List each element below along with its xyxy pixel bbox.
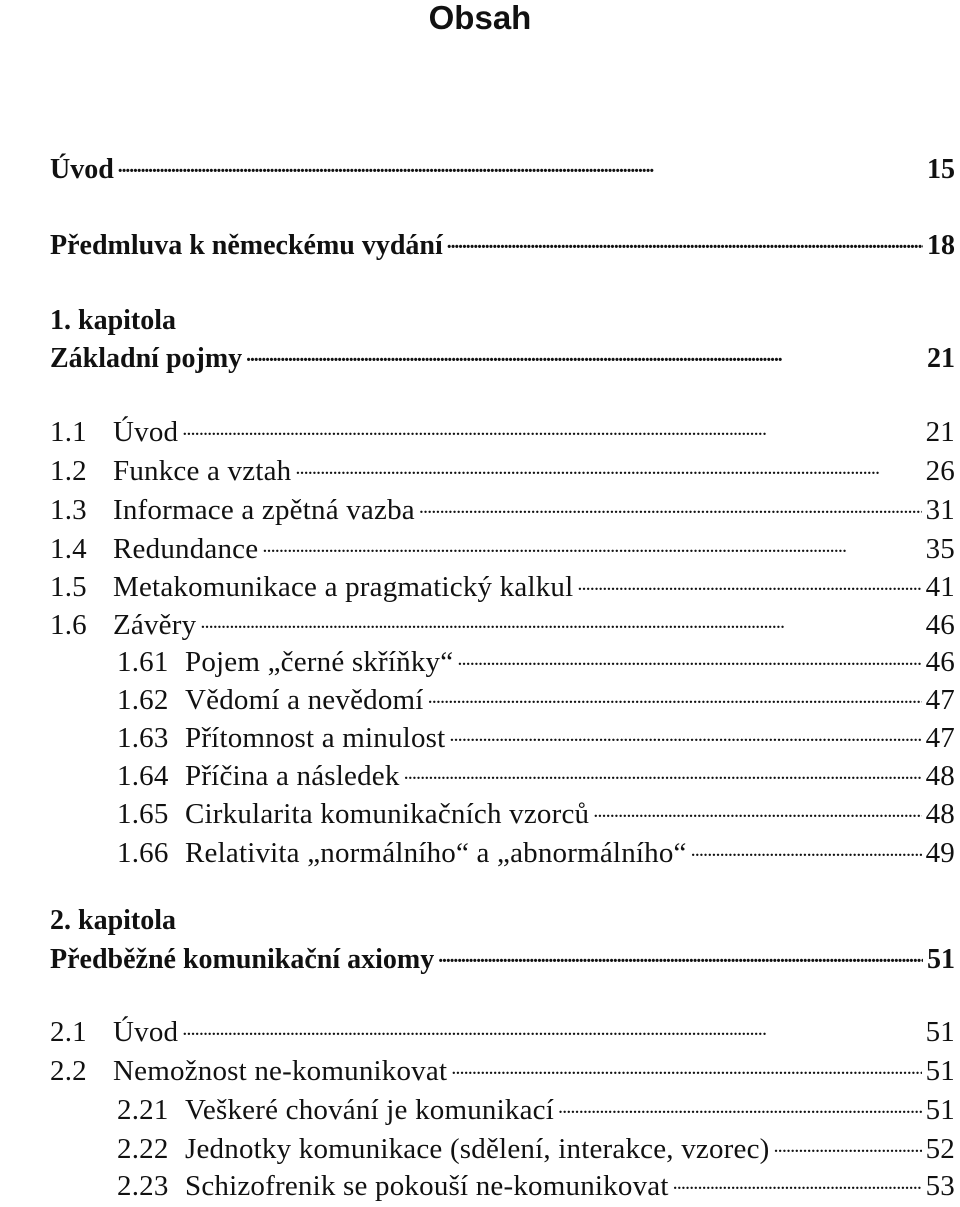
- section-number: 1.5: [50, 571, 87, 603]
- leader-dots: [449, 718, 921, 747]
- toc-entry-page: 21: [927, 343, 955, 374]
- toc-entry-label: Metakomunikace a pragmatický kalkul: [113, 571, 574, 603]
- toc-entry-page: 47: [925, 722, 955, 754]
- section-number: 1.4: [50, 533, 87, 565]
- toc-entry-label: Předmluva k německému vydání: [50, 230, 443, 261]
- toc-entry-label: Předběžné komunikační axiomy: [50, 944, 435, 975]
- toc-entry-label: Schizofrenik se pokouší ne-komunikovat: [185, 1170, 669, 1202]
- toc-entry-label: Úvod: [113, 1016, 179, 1048]
- toc-entry-label: Úvod: [113, 416, 179, 448]
- leader-dots: [447, 226, 923, 254]
- toc-entry-page: 15: [927, 154, 955, 185]
- toc-entry-subsection[interactable]: [117, 680, 955, 718]
- toc-entry-subsection[interactable]: [117, 1090, 955, 1128]
- leader-dots: [558, 1090, 922, 1119]
- toc-entry-label: Jednotky komunikace (sdělení, interakce, vzorec): [185, 1133, 770, 1165]
- leader-dots: [182, 1012, 921, 1041]
- leader-dots: [428, 680, 922, 709]
- section-number: 2.2: [50, 1055, 87, 1087]
- section-number: 1.6: [50, 609, 87, 641]
- toc-entry-label: Úvod: [50, 154, 114, 185]
- toc-entry-page: 51: [925, 1055, 955, 1087]
- toc-entry-label: Závěry: [113, 609, 197, 641]
- toc-entry-page: 48: [925, 760, 955, 792]
- leader-dots: [774, 1129, 922, 1158]
- toc-entry-section[interactable]: [50, 567, 955, 605]
- toc-entry-page: 41: [925, 571, 955, 603]
- section-number: 1.61: [117, 646, 169, 678]
- toc-entry-page: 18: [927, 230, 955, 261]
- toc-entry-page: 51: [927, 944, 955, 975]
- toc-entry-page: 51: [925, 1016, 955, 1048]
- toc-entry-chapter-2[interactable]: [50, 940, 955, 978]
- page-title: Obsah: [428, 0, 532, 36]
- toc-entry-predmluva[interactable]: [50, 226, 955, 264]
- toc-entry-page: 48: [925, 798, 955, 830]
- toc-entry-page: 46: [925, 609, 955, 641]
- toc-entry-page: 51: [925, 1094, 955, 1126]
- toc-entry-chapter-1[interactable]: [50, 339, 955, 377]
- toc-entry-page: 47: [925, 684, 955, 716]
- section-number: 1.63: [117, 722, 169, 754]
- toc-entry-page: 21: [925, 416, 955, 448]
- toc-entry-label: Relativita „normálního“ a „abnormálního“: [185, 837, 687, 869]
- toc-entry-page: 53: [925, 1170, 955, 1202]
- section-number: 2.23: [117, 1170, 169, 1202]
- toc-entry-label: Funkce a vztah: [113, 455, 292, 487]
- section-number: 1.3: [50, 494, 87, 526]
- toc-entry-subsection[interactable]: [117, 1129, 955, 1167]
- toc-entry-label: Vědomí a nevědomí: [185, 684, 424, 716]
- toc-entry-section[interactable]: [50, 1012, 955, 1050]
- section-number: 1.1: [50, 416, 87, 448]
- toc-entry-label: Nemožnost ne-komunikovat: [113, 1055, 448, 1087]
- toc-entry-label: Veškeré chování je komunikací: [185, 1094, 554, 1126]
- toc-entry-label: Informace a zpětná vazba: [113, 494, 415, 526]
- toc-entry-subsection[interactable]: [117, 756, 955, 794]
- toc-entry-page: 31: [925, 494, 955, 526]
- leader-dots: [182, 412, 921, 441]
- toc-entry-subsection[interactable]: [117, 1166, 955, 1204]
- toc-entry-label: Základní pojmy: [50, 343, 243, 374]
- section-number: 1.62: [117, 684, 169, 716]
- toc-entry-subsection[interactable]: [117, 718, 955, 756]
- toc-entry-label: Příčina a následek: [185, 760, 400, 792]
- leader-dots: [200, 605, 921, 634]
- toc-entry-section[interactable]: [50, 605, 955, 643]
- leader-dots: [593, 794, 921, 823]
- leader-dots: [438, 940, 923, 968]
- toc-entry-label: Redundance: [113, 533, 259, 565]
- section-number: 2.21: [117, 1094, 169, 1126]
- leader-dots: [451, 1051, 921, 1080]
- toc-entry-section[interactable]: [50, 490, 955, 528]
- section-number: 1.2: [50, 455, 87, 487]
- toc-entry-subsection[interactable]: [117, 794, 955, 832]
- chapter-heading: 2. kapitola: [50, 905, 177, 936]
- leader-dots: [404, 756, 922, 785]
- leader-dots: [691, 833, 922, 862]
- section-number: 1.66: [117, 837, 169, 869]
- leader-dots: [118, 150, 923, 178]
- section-number: 2.22: [117, 1133, 169, 1165]
- toc-entry-section[interactable]: [50, 451, 955, 489]
- toc-entry-page: 26: [925, 455, 955, 487]
- leader-dots: [246, 339, 923, 367]
- section-number: 1.64: [117, 760, 169, 792]
- leader-dots: [673, 1166, 922, 1195]
- section-number: 1.65: [117, 798, 169, 830]
- leader-dots: [295, 451, 921, 480]
- leader-dots: [457, 642, 921, 671]
- section-number: 2.1: [50, 1016, 87, 1048]
- leader-dots: [262, 529, 921, 558]
- toc-entry-label: Přítomnost a minulost: [185, 722, 446, 754]
- toc-entry-section[interactable]: [50, 412, 955, 450]
- toc-entry-section[interactable]: [50, 529, 955, 567]
- leader-dots: [577, 567, 921, 596]
- toc-entry-subsection[interactable]: [117, 642, 955, 680]
- toc-entry-section[interactable]: [50, 1051, 955, 1089]
- chapter-heading: 1. kapitola: [50, 305, 177, 336]
- toc-entry-page: 49: [925, 837, 955, 869]
- toc-entry-label: Pojem „černé skříňky“: [185, 646, 454, 678]
- toc-entry-page: 52: [925, 1133, 955, 1165]
- toc-entry-page: 46: [925, 646, 955, 678]
- toc-entry-uvod[interactable]: [50, 150, 955, 188]
- leader-dots: [419, 490, 922, 519]
- toc-entry-page: 35: [925, 533, 955, 565]
- toc-entry-subsection[interactable]: [117, 833, 955, 871]
- toc-entry-label: Cirkularita komunikačních vzorců: [185, 798, 590, 830]
